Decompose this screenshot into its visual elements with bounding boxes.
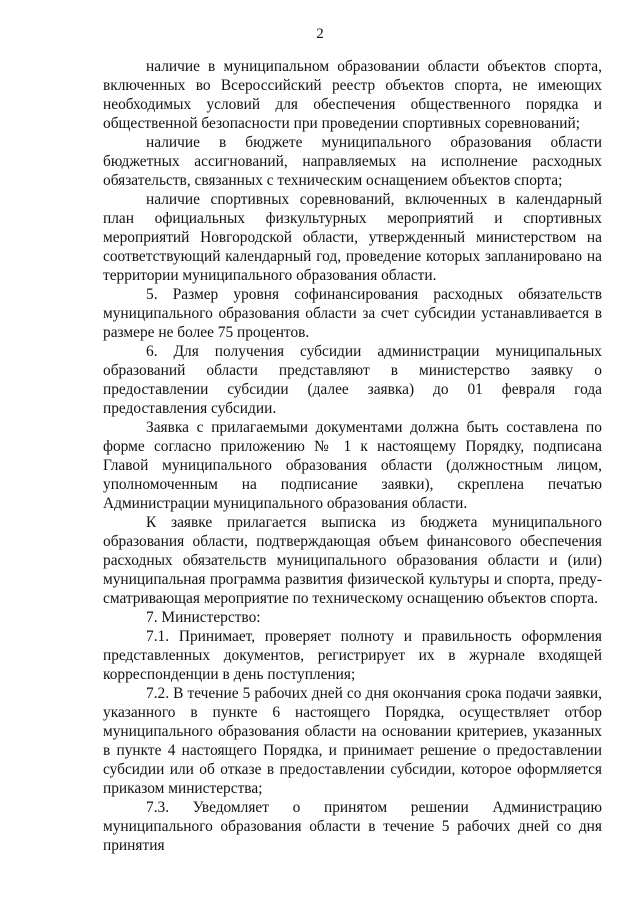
document-body — [103, 57, 602, 855]
paragraph-item-7-2: 7.2. В течение 5 рабочих дней со дня окончания срока подачи заявки, указанного в пункте 6 настоящего Порядка, осуществляет отбор муниципального образования области на основании критериев, указанных в пункте 4 настоящего Порядка, и принимает решение о предоставлении субсидии или об отказе в предоставлении субсидии, которое оформляется приказом министерства; — [103, 685, 602, 797]
paragraph-criterion-competitions: наличие спортивных соревнований, включенных в календарный план официальных физкультурных мероприятий и спортивных мероприятий Новгородской области, утвержденный министерством на соответствующий календарный год, проведение которых запланировано на территории муниципального образования области. — [103, 191, 602, 284]
paragraph-criterion-sport-objects: наличие в муниципальном образовании области объектов спорта, включенных во Всероссийский реестр объектов спорта, не имеющих необходимых условий для обеспечения общественного порядка и общественной безопасности при проведении спортивных соревнований; — [103, 58, 602, 132]
page-number: 2 — [316, 26, 324, 42]
paragraph-application-form: Заявка с прилагаемыми документами должна быть составлена по форме согласно приложению № 1 к настоящему Порядку, подписана Главой муниципального образования области (должностным лицом, уполномоченным на подписание заявки), скреплена печатью Администрации муниципального образования области. — [103, 419, 602, 512]
paragraph-item-5: 5. Размер уровня софинансирования расходных обязательств муниципального образования области за счет субсидии устанавливается в размере не более 75 процентов. — [103, 286, 602, 341]
paragraph-application-attachment: К заявке прилагается выписка из бюджета муниципального образования области, подтверждающая объем финансового обеспечения расходных обязательств муниципального образования области и (или) муниципальная программа развития физической культуры и спорта, предусматривающая мероприятие по техническому оснащению объектов спорта. — [103, 514, 602, 607]
paragraph-item-6: 6. Для получения субсидии администрации муниципальных образований области представляют в министерство заявку о предоставлении субсидии (далее заявка) до 01 февраля года предоставления субсидии. — [103, 343, 602, 417]
paragraph-item-7-1: 7.1. Принимает, проверяет полноту и правильность оформления представленных документов, регистрирует их в журнале входящей корреспонденции в день поступления; — [103, 628, 602, 683]
paragraph-item-7: 7. Министерство: — [146, 609, 261, 626]
paragraph-item-7-3: 7.3. Уведомляет о принятом решении Администрацию муниципального образования области в течение 5 рабочих дней со дня принятия — [103, 799, 602, 854]
paragraph-criterion-budget: наличие в бюджете муниципального образования области бюджетных ассигнований, направляемых на исполнение расходных обязательств, связанных с техническим оснащением объектов спорта; — [103, 134, 602, 189]
